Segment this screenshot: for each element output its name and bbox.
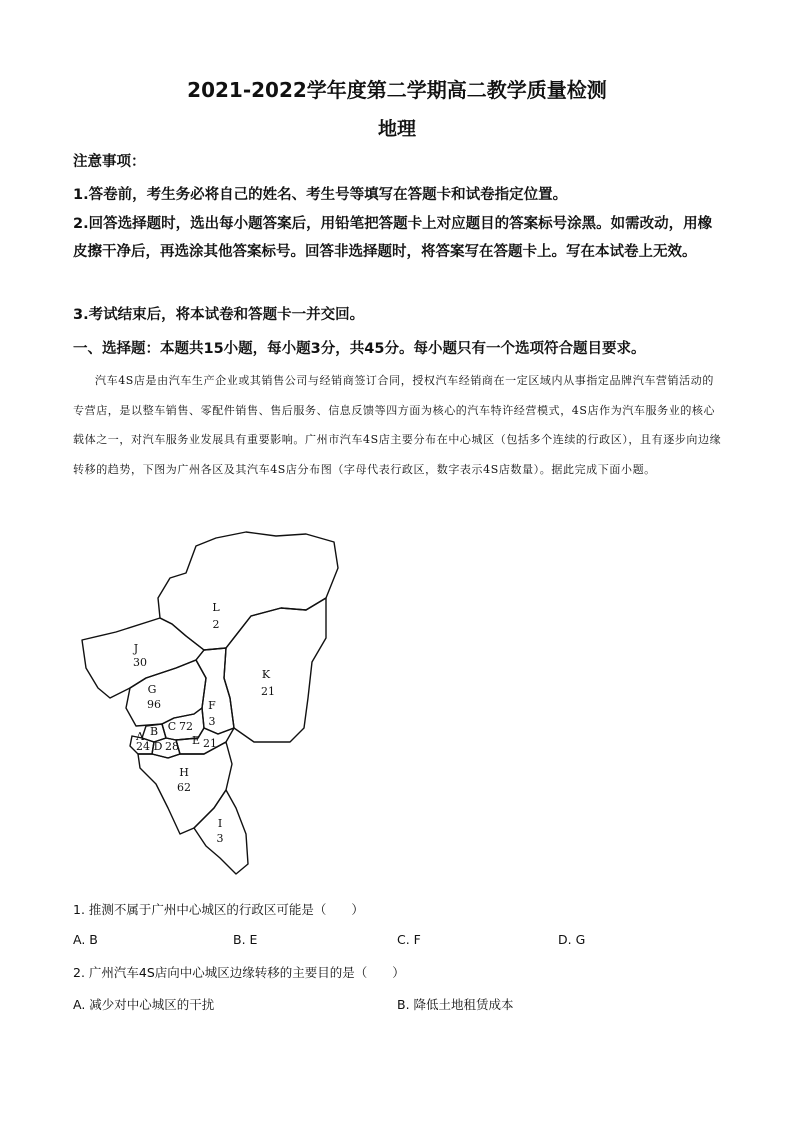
region-E-letter: E xyxy=(191,734,201,747)
region-D-count: 28 xyxy=(165,740,179,753)
question-1-option-b[interactable]: B. E xyxy=(233,932,258,947)
question-2-option-b[interactable]: B. 降低土地租赁成本 xyxy=(397,997,514,1012)
note-item-1: 1.答卷前，考生务必将自己的姓名、考生号等填写在答题卡和试卷指定位置。 xyxy=(73,187,568,203)
region-G-letter: G xyxy=(147,683,157,696)
region-C-letter: C xyxy=(167,720,177,733)
region-H-letter: H xyxy=(179,766,189,779)
region-E-count: 21 xyxy=(203,737,217,750)
region-I-letter: I xyxy=(217,817,223,830)
region-G-count: 96 xyxy=(147,698,161,711)
exam-subject: 地理 xyxy=(377,118,416,140)
region-D-letter: D xyxy=(153,740,163,753)
guangzhou-district-map xyxy=(76,528,356,878)
exam-title: 2021-2022学年度第二学期高二教学质量检测 xyxy=(187,78,607,102)
region-L-outline xyxy=(158,532,338,650)
region-L-count: 2 xyxy=(212,618,220,631)
region-J-letter: J xyxy=(133,642,139,655)
region-I-count: 3 xyxy=(216,832,224,845)
question-2-option-a[interactable]: A. 减少对中心城区的干扰 xyxy=(73,997,215,1012)
region-G-outline xyxy=(126,660,206,726)
note-item-2: 2.回答选择题时，选出每小题答案后，用铅笔把答题卡上对应题目的答案标号涂黑。如需改动，用橡皮擦干净后，再选涂其他答案标号。回答非选择题时，将答案写在答题卡上。写在本试卷上无效。 xyxy=(73,216,713,260)
question-1-option-a[interactable]: A. B xyxy=(73,932,98,947)
region-A-letter: A xyxy=(136,730,144,743)
question-1-stem: 1. 推测不属于广州中心城区的行政区可能是（ ） xyxy=(73,902,364,917)
region-A-count: 24 xyxy=(136,740,150,753)
region-F-letter: F xyxy=(208,699,216,712)
region-L-letter: L xyxy=(212,601,220,614)
region-J-count: 30 xyxy=(133,656,147,669)
question-1-option-d[interactable]: D. G xyxy=(558,932,586,947)
region-K-outline xyxy=(224,598,326,742)
question-2-stem: 2. 广州汽车4S店向中心城区边缘转移的主要目的是（ ） xyxy=(73,965,405,980)
region-B-letter: B xyxy=(149,725,159,738)
passage-intro: 汽车4S店是由汽车生产企业或其销售公司与经销商签订合同，授权汽车经销商在一定区域内从事指定品牌汽车营销活动的专营店，是以整车销售、零配件销售、售后服务、信息反馈等四方面为核心的汽车特许经营模式，4S店作为汽车服务业的核心载体之一，对汽车服务业发展具有重要影响。广州市汽车4S店主要分布在中心城区（包括多个连续的行政区），且有逐步向边缘转移的趋势，下图为广州各区及其汽车4S店分布图（字母代表行政区，数字表示4S店数量）。据此完成下面小题。 xyxy=(73,374,722,476)
note-item-3: 3.考试结束后，将本试卷和答题卡一并交回。 xyxy=(73,307,365,323)
region-F-count: 3 xyxy=(208,715,216,728)
notes-heading: 注意事项： xyxy=(73,154,146,170)
region-K-letter: K xyxy=(261,668,271,681)
region-H-count: 62 xyxy=(177,781,191,794)
section-heading: 一、选择题：本题共15小题，每小题3分，共45分。每小题只有一个选项符合题目要求。 xyxy=(73,341,646,357)
question-1-option-c[interactable]: C. F xyxy=(397,932,421,947)
region-C-count: 72 xyxy=(179,720,193,733)
region-K-count: 21 xyxy=(261,685,275,698)
